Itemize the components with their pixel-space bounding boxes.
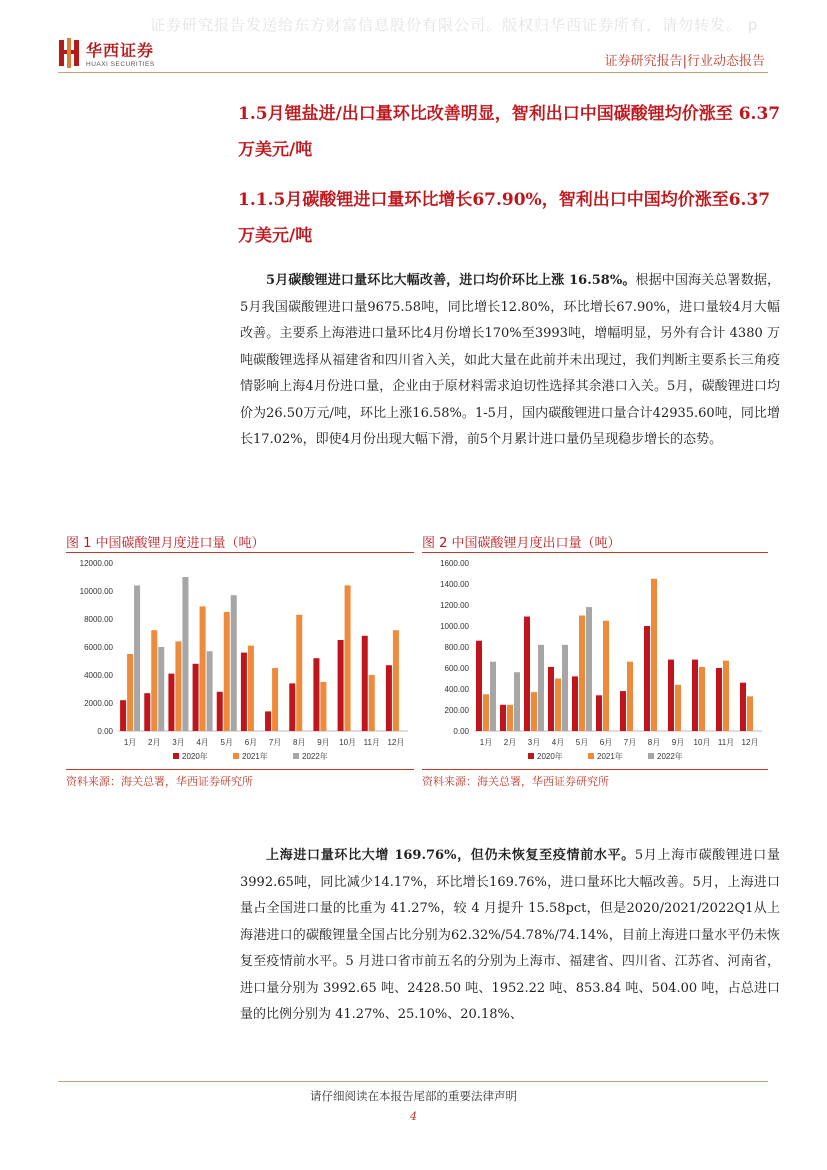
x-tick-label: 5月 <box>220 738 233 747</box>
legend-label: 2022年 <box>657 752 683 761</box>
bar-2020年-10月 <box>692 660 698 731</box>
bar-2022年-4月 <box>562 645 568 731</box>
y-tick-label: 8000.00 <box>84 615 113 624</box>
legend-swatch-2021年 <box>233 753 239 759</box>
bar-2020年-9月 <box>313 658 319 731</box>
bar-2021年-4月 <box>200 606 206 731</box>
bar-2021年-12月 <box>393 630 399 731</box>
import-bar-chart <box>66 553 414 765</box>
bar-2021年-2月 <box>507 705 513 731</box>
bar-2020年-9月 <box>668 660 674 731</box>
x-tick-label: 10月 <box>693 738 711 747</box>
bar-2021年-9月 <box>320 682 326 731</box>
export-bar-chart <box>422 553 768 765</box>
section-heading-1-1: 1.1.5月碳酸锂进口量环比增长67.90%，智利出口中国均价涨至6.37万美元/吨 <box>238 190 771 246</box>
x-tick-label: 6月 <box>599 738 613 747</box>
paragraph-shanghai-lead: 上海进口量环比大增 169.76%，但仍未恢复至疫情前水平。 <box>266 848 635 863</box>
bar-2021年-10月 <box>699 667 705 731</box>
bar-2022年-3月 <box>538 645 544 731</box>
x-tick-label: 12月 <box>741 738 759 747</box>
x-tick-label: 8月 <box>293 738 306 747</box>
section-heading-1: 1.5月锂盐进/出口量环比改善明显，智利出口中国碳酸锂均价涨至 6.37万美元/吨 <box>238 104 781 160</box>
bar-2021年-8月 <box>651 579 657 731</box>
x-tick-label: 1月 <box>123 738 137 747</box>
watermark: 证券研究报告发送给东方财富信息股份有限公司。版权归华西证券所有，请勿转发。 p <box>150 16 759 34</box>
y-tick-label: 600.00 <box>444 664 469 673</box>
bar-2021年-3月 <box>175 641 181 731</box>
bar-2021年-6月 <box>248 646 254 731</box>
bar-2021年-1月 <box>483 694 489 731</box>
header-divider <box>58 72 768 73</box>
bar-2020年-5月 <box>572 676 578 731</box>
bar-2021年-3月 <box>531 692 537 731</box>
legend-label: 2022年 <box>302 752 328 761</box>
x-tick-label: 11月 <box>717 738 735 747</box>
bar-2020年-10月 <box>338 640 344 731</box>
paragraph-import-body: 根据中国海关总署数据，5月我国碳酸锂进口量9675.58吨，同比增长12.80%，环比增长67.90%，进口量较4月大幅改善。主要系上海港进口量环比4月份增长170%至3993吨，增幅明显，另外有合计 4380 万吨碳酸锂选择从福建省和四川省入关，如此大量在此前并未出现过，我们判断主要系长三角疫情影响上海4月份进口量，企业由于原材料需求迫切性选择其余港口入关。5月，碳酸锂进口均价为26.50万元/吨，环比上涨16.58%。1-5月，国内碳酸锂进口量合计42935.60吨，同比增长17.02%，即使4月份出现大幅下滑，前5个月累计进口量仍呈现稳步增长的态势。 <box>240 273 780 447</box>
bar-2020年-11月 <box>716 668 722 731</box>
paragraph-import <box>240 268 780 454</box>
bar-2020年-1月 <box>120 700 126 731</box>
x-tick-label: 12月 <box>387 738 405 747</box>
bar-2021年-5月 <box>579 616 585 732</box>
bar-2020年-3月 <box>524 617 530 731</box>
x-tick-label: 3月 <box>172 738 185 747</box>
x-tick-label: 4月 <box>551 738 565 747</box>
bar-2022年-1月 <box>134 585 140 731</box>
legend-swatch-2021年 <box>588 753 594 759</box>
bar-2022年-3月 <box>182 577 188 731</box>
figure-1-title: 图 1 中国碳酸锂月度进口量（吨） <box>66 536 265 551</box>
bar-2021年-9月 <box>675 685 681 731</box>
logo-mark-icon <box>58 38 80 68</box>
x-tick-label: 10月 <box>339 738 357 747</box>
figure-2-source: 资料来源：海关总署，华西证券研究所 <box>422 775 609 788</box>
figure-2 <box>422 532 768 789</box>
x-tick-label: 5月 <box>575 738 589 747</box>
paragraph-shanghai <box>240 843 780 1029</box>
bar-2020年-2月 <box>500 705 506 731</box>
figure-1 <box>66 532 414 789</box>
page-number: 4 <box>410 1110 417 1123</box>
y-tick-label: 200.00 <box>444 706 469 715</box>
figure-1-source: 资料来源：海关总署，华西证券研究所 <box>66 775 253 788</box>
y-tick-label: 0.00 <box>97 727 113 736</box>
bar-2020年-6月 <box>596 695 602 731</box>
bar-2020年-6月 <box>241 653 247 731</box>
bar-2021年-1月 <box>127 654 133 731</box>
bar-2020年-8月 <box>289 683 295 731</box>
x-tick-label: 3月 <box>527 738 541 747</box>
bar-2020年-12月 <box>386 665 392 731</box>
legal-notice: 请仔细阅读在本报告尾部的重要法律声明 <box>310 1089 517 1103</box>
paragraph-import-lead: 5月碳酸锂进口量环比大幅改善，进口均价环比上涨 16.58%。 <box>266 273 636 288</box>
bar-2022年-1月 <box>490 662 496 731</box>
y-tick-label: 1000.00 <box>440 622 469 631</box>
x-tick-label: 2月 <box>148 738 161 747</box>
bar-2022年-2月 <box>158 647 164 731</box>
bar-2020年-2月 <box>144 693 150 731</box>
bar-2021年-2月 <box>151 630 157 731</box>
legend-swatch-2022年 <box>293 753 299 759</box>
bar-2021年-8月 <box>296 615 302 731</box>
logo-text-cn: 华西证券 <box>86 41 155 60</box>
bar-2020年-7月 <box>265 711 271 731</box>
company-logo <box>58 38 155 68</box>
x-tick-label: 7月 <box>268 738 282 747</box>
legend-swatch-2022年 <box>648 753 654 759</box>
bar-2021年-12月 <box>747 696 753 731</box>
bar-2021年-11月 <box>369 675 375 731</box>
bar-2020年-5月 <box>217 692 223 731</box>
x-tick-label: 7月 <box>623 738 637 747</box>
y-tick-label: 12000.00 <box>79 559 113 568</box>
y-tick-label: 1200.00 <box>440 601 469 610</box>
bar-2021年-10月 <box>345 585 351 731</box>
bar-2020年-3月 <box>168 674 174 731</box>
footer-divider <box>58 1081 768 1082</box>
bar-2020年-1月 <box>476 641 482 731</box>
legend-label: 2020年 <box>537 752 563 761</box>
x-tick-label: 9月 <box>671 738 685 747</box>
y-tick-label: 10000.00 <box>79 587 113 596</box>
bar-2020年-12月 <box>740 683 746 731</box>
bar-2020年-4月 <box>548 667 554 731</box>
y-tick-label: 4000.00 <box>84 671 113 680</box>
y-tick-label: 1600.00 <box>440 559 469 568</box>
y-tick-label: 0.00 <box>453 727 469 736</box>
bar-2022年-4月 <box>207 651 213 731</box>
figure-2-title: 图 2 中国碳酸锂月度出口量（吨） <box>422 536 621 551</box>
y-tick-label: 2000.00 <box>84 699 113 708</box>
legend-label: 2021年 <box>242 752 268 761</box>
bar-2022年-5月 <box>586 607 592 731</box>
bar-2021年-11月 <box>723 661 729 731</box>
bar-2020年-11月 <box>362 636 368 731</box>
report-type: 证券研究报告|行业动态报告 <box>604 54 765 69</box>
bar-2022年-2月 <box>514 672 520 731</box>
legend-label: 2021年 <box>597 752 623 761</box>
bar-2021年-5月 <box>224 612 230 731</box>
bar-2020年-4月 <box>193 664 199 731</box>
legend-label: 2020年 <box>182 752 208 761</box>
y-tick-label: 800.00 <box>444 643 469 652</box>
y-tick-label: 400.00 <box>444 685 469 694</box>
x-tick-label: 1月 <box>479 738 493 747</box>
bar-2021年-7月 <box>627 662 633 731</box>
x-tick-label: 11月 <box>363 738 380 747</box>
x-tick-label: 6月 <box>244 738 258 747</box>
bar-2020年-7月 <box>620 691 626 731</box>
y-tick-label: 6000.00 <box>84 643 113 652</box>
logo-text-en: HUAXI SECURITIES <box>86 61 155 68</box>
paragraph-shanghai-body: 5月上海市碳酸锂进口量3992.65吨，同比减少14.17%，环比增长169.76%，进口量环比大幅改善。5月，上海进口量占全国进口量的比重为 41.27%，较 4 月提升 15.58pct，但是2020/2021/2022Q1从上海港进口的碳酸锂量全国占比分别为62.32%/54.78%/74.14%，目前上海进口量水平仍未恢复至疫情前水平。5 月进口省市前五名的分别为上海市、福建省、四川省、江苏省、河南省，进口量分别为 3992.65 吨、2428.50 吨、1952.22 吨、853.84 吨、504.00 吨，占总进口量的比例分别为 41.27%、25.10%、20.18%、 <box>240 848 780 1022</box>
bar-2022年-5月 <box>231 595 237 731</box>
x-tick-label: 4月 <box>196 738 209 747</box>
x-tick-label: 9月 <box>317 738 330 747</box>
bar-2021年-7月 <box>272 668 278 731</box>
y-tick-label: 1400.00 <box>440 580 469 589</box>
x-tick-label: 8月 <box>647 738 661 747</box>
legend-swatch-2020年 <box>528 753 534 759</box>
bar-2020年-8月 <box>644 626 650 731</box>
x-tick-label: 2月 <box>503 738 517 747</box>
bar-2021年-6月 <box>603 621 609 731</box>
bar-2021年-4月 <box>555 679 561 732</box>
legend-swatch-2020年 <box>173 753 179 759</box>
